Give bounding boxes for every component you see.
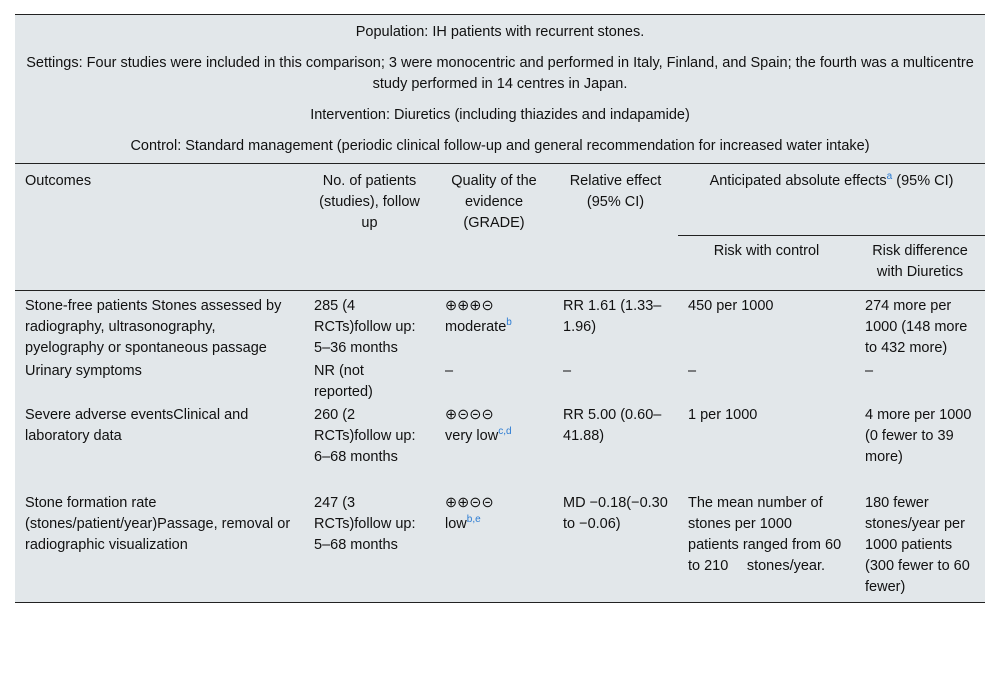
intervention-text: Intervention: Diuretics (including thiazides and indapamide) <box>310 107 690 123</box>
risk-difference-cell: 180 fewer stones/year per 1000 patients (300 fewer to 60 fewer) <box>865 495 970 595</box>
quality-cell <box>435 291 553 360</box>
table-row <box>15 403 985 493</box>
risk-difference-cell: – <box>865 363 874 379</box>
quality-footnote: c,d <box>498 426 512 438</box>
summary-of-findings-table <box>15 14 985 603</box>
quality-cell <box>435 493 553 603</box>
outcome-cell: Stone formation rate (stones/patient/year)Passage, removal or radiographic visualization <box>25 495 291 553</box>
population-row <box>15 15 985 49</box>
anticipated-effects-header <box>678 164 985 236</box>
outcomes-header: Outcomes <box>25 173 92 189</box>
anticipated-ci: (95% CI) <box>896 173 954 189</box>
quality-cell <box>435 403 553 493</box>
relative-cell: RR 1.61 (1.33–1.96) <box>563 298 662 335</box>
patients-header: No. of patients (studies), follow up <box>319 173 420 231</box>
patients-cell: NR (not reported) <box>314 363 373 400</box>
patients-cell: 260 (2 RCTs)follow up: 6–68 months <box>314 407 416 465</box>
relative-cell: – <box>563 363 572 379</box>
outcome-cell: Severe adverse eventsClinical and laboratory data <box>25 407 249 444</box>
patients-cell: 285 (4 RCTs)follow up: 5–36 months <box>314 298 416 356</box>
outcome-cell: Stone-free patients Stones assessed by radiography, ultrasonography, pyelography or spontaneous passage <box>25 298 282 356</box>
population-text: Population: IH patients with recurrent stones. <box>355 24 645 40</box>
risk-difference-cell: 4 more per 1000 (0 fewer to 39 more) <box>865 407 972 465</box>
relative-cell: RR 5.00 (0.60–41.88) <box>563 407 662 444</box>
risk-control-header: Risk with control <box>678 236 855 291</box>
settings-text: Settings: Four studies were included in this comparison; 3 were monocentric and performed in Italy, Finland, and Spain; the fourth was a multicentre study performed in 14 centres in Japan. <box>26 55 974 92</box>
anticipated-label: Anticipated absolute effects <box>709 173 887 189</box>
quality-footnote: b,e <box>466 514 481 526</box>
settings-row <box>15 48 985 100</box>
risk-control-cell: – <box>688 363 697 379</box>
table-row <box>15 493 985 603</box>
quality-symbols: ⊕⊕⊕⊝ <box>445 298 494 314</box>
relative-cell: MD −0.18(−0.30 to −0.06) <box>563 495 668 532</box>
control-text: Control: Standard management (periodic clinical follow-up and general recommendation for increased water intake) <box>130 138 870 154</box>
quality-symbols: ⊕⊕⊝⊝ <box>445 495 494 511</box>
risk-control-cell: 1 per 1000 <box>688 407 758 423</box>
column-header-row <box>15 164 985 236</box>
quality-text: low <box>445 516 467 532</box>
outcome-cell: Urinary symptoms <box>25 363 142 379</box>
quality-footnote: b <box>506 317 512 329</box>
risk-control-cell: The mean number of stones per 1000 patients ranged from 60 to 210 stones/year. <box>688 495 842 574</box>
risk-difference-cell: 274 more per 1000 (148 more to 432 more) <box>865 298 968 356</box>
risk-control-cell: 450 per 1000 <box>688 298 774 314</box>
quality-header: Quality of the evidence (GRADE) <box>451 173 537 231</box>
quality-symbols: ⊕⊝⊝⊝ <box>445 407 494 423</box>
relative-effect-header: Relative effect (95% CI) <box>569 173 662 210</box>
quality-cell <box>435 359 553 403</box>
table-row <box>15 291 985 360</box>
control-row <box>15 131 985 164</box>
intervention-row <box>15 100 985 131</box>
quality-text: moderate <box>445 319 507 335</box>
quality-text: very low <box>445 428 499 444</box>
table-row <box>15 359 985 403</box>
anticipated-footnote: a <box>886 171 893 183</box>
patients-cell: 247 (3 RCTs)follow up: 5–68 months <box>314 495 416 553</box>
risk-difference-header: Risk difference with Diuretics <box>855 236 985 291</box>
quality-symbols: – <box>445 363 454 379</box>
